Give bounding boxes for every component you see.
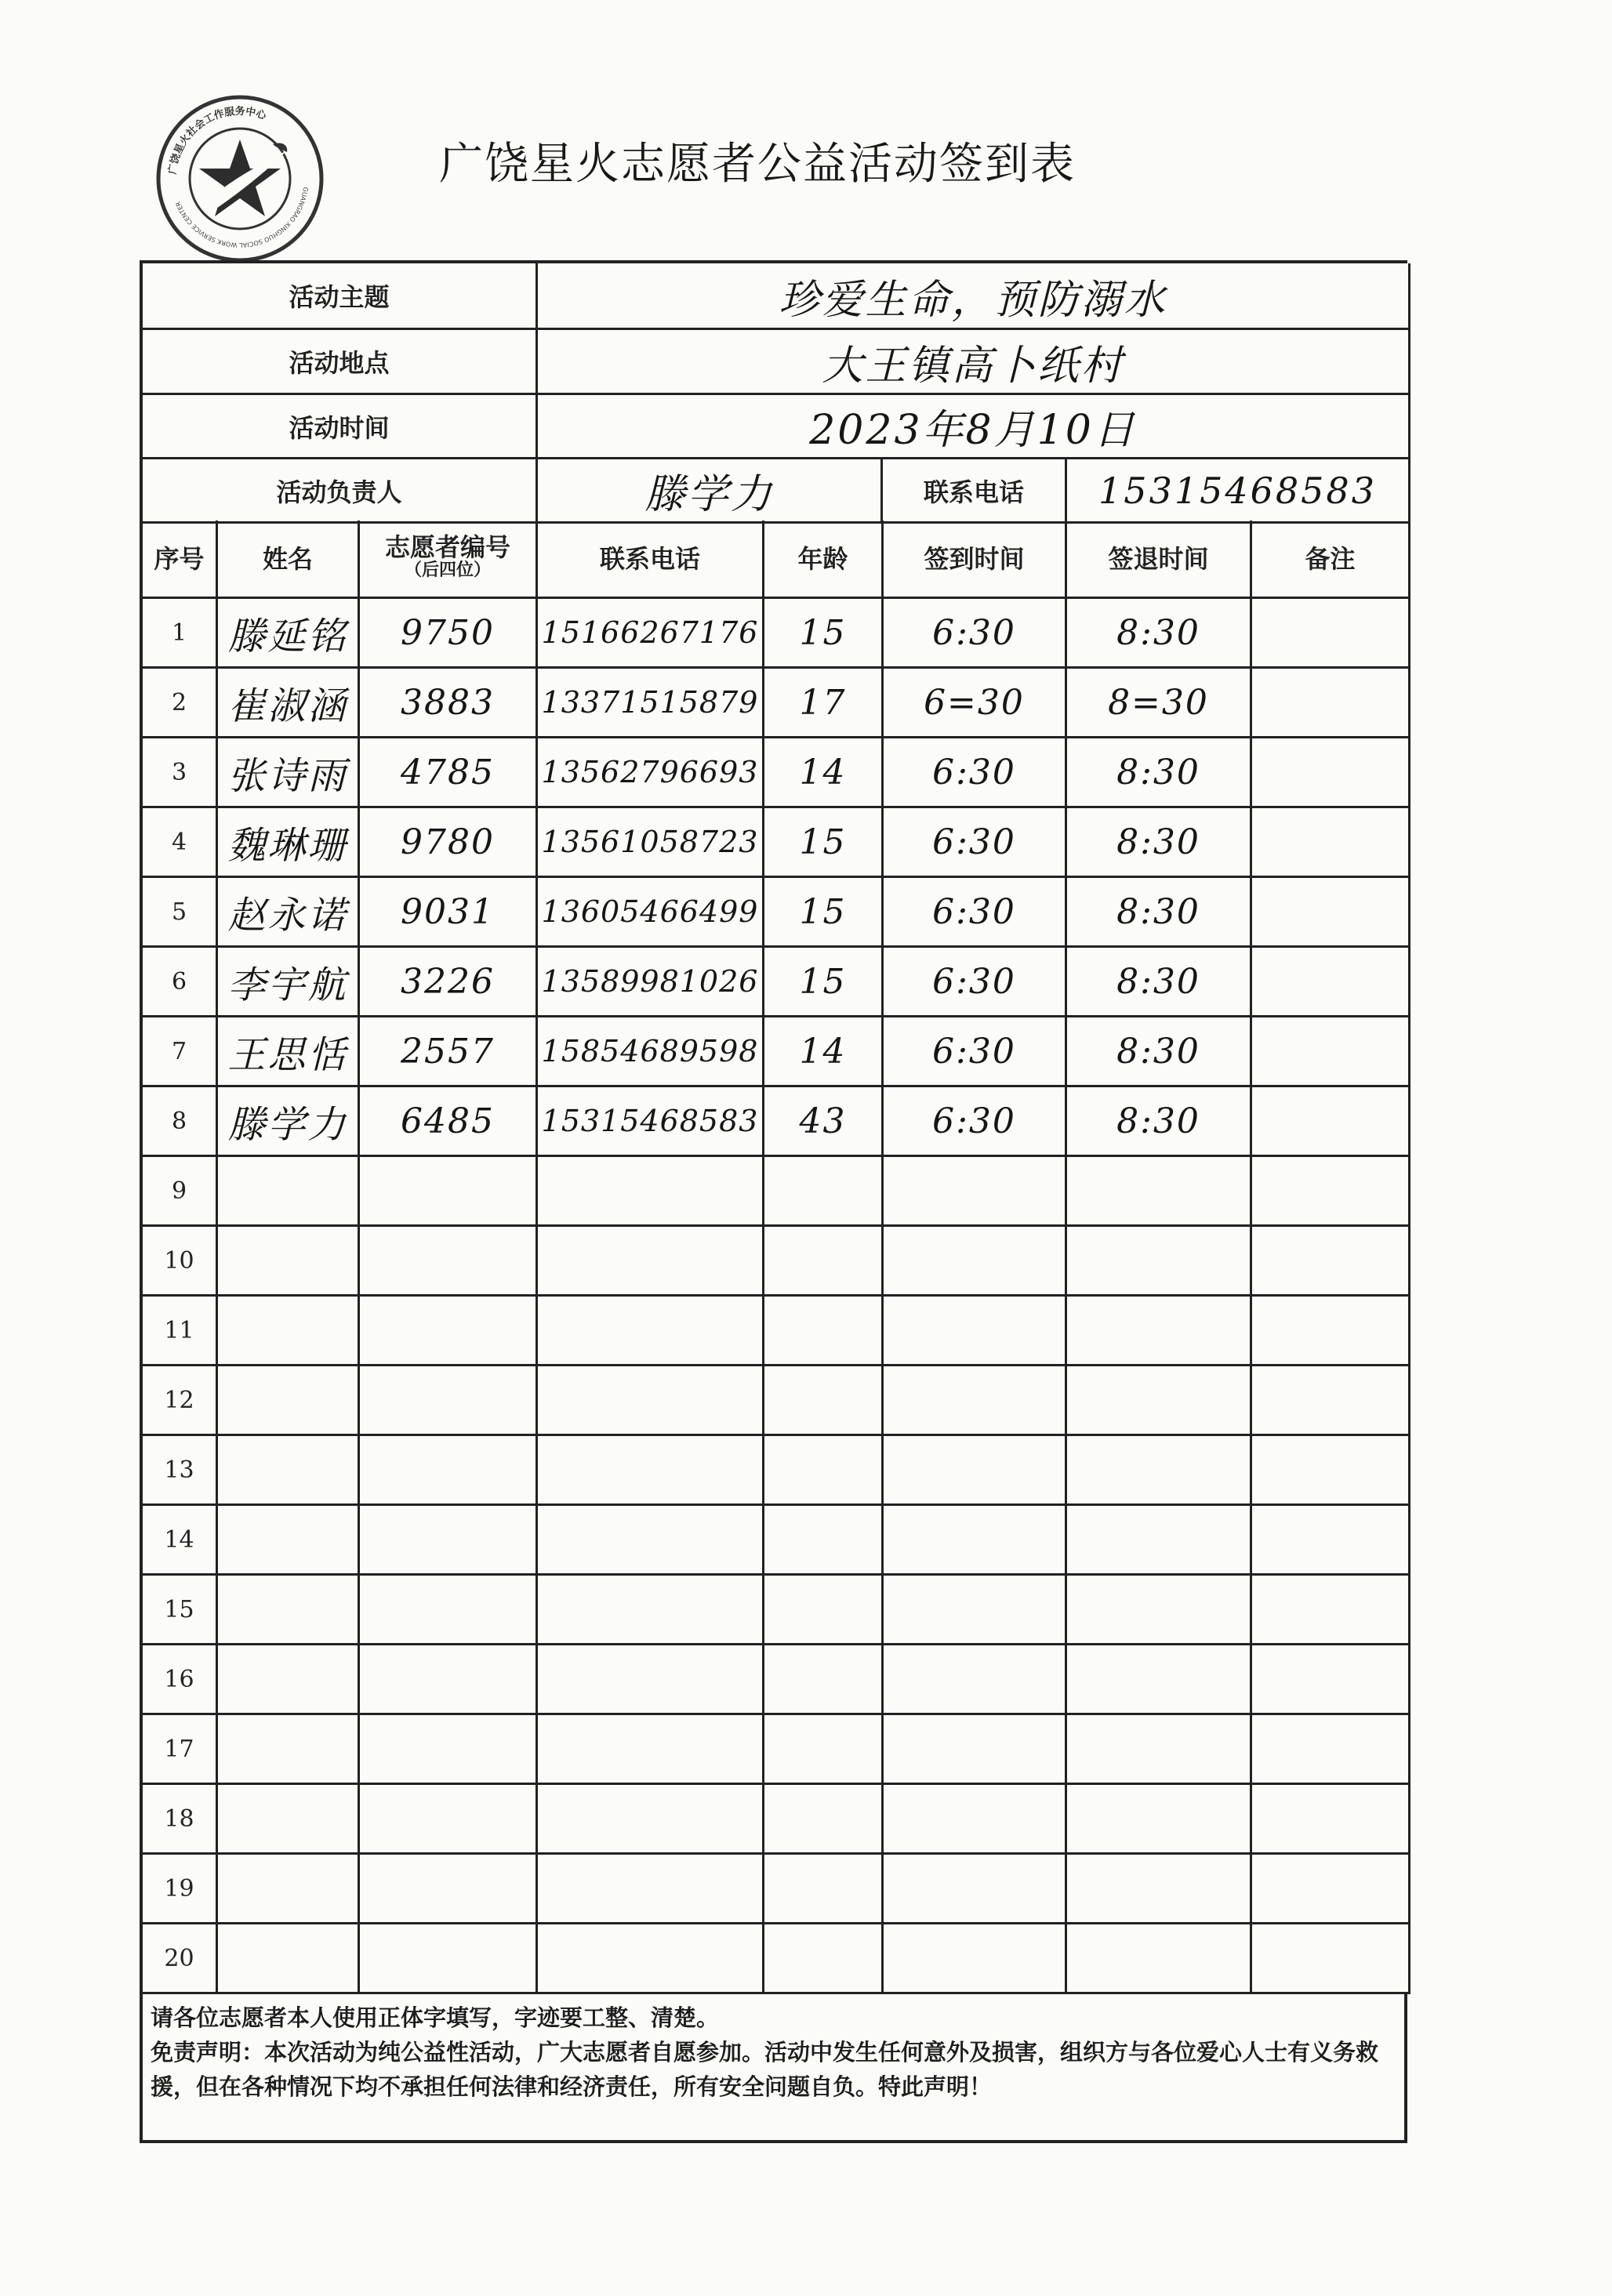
age-cell[interactable] bbox=[764, 1576, 884, 1645]
leader-phone-label: 联系电话 bbox=[883, 459, 1067, 524]
remark-cell[interactable] bbox=[1252, 1576, 1410, 1645]
row-index: 19 bbox=[143, 1855, 218, 1924]
phone-cell[interactable] bbox=[538, 1645, 764, 1715]
volunteer-no-cell[interactable] bbox=[360, 1436, 538, 1506]
volunteer-no-cell[interactable]: 3883 bbox=[360, 669, 538, 738]
col-header-checkout: 签退时间 bbox=[1067, 520, 1252, 599]
checkout-cell[interactable] bbox=[1067, 1157, 1252, 1227]
remark-cell[interactable] bbox=[1252, 1157, 1410, 1227]
col-header-remark: 备注 bbox=[1252, 520, 1410, 599]
checkin-cell[interactable]: 6=30 bbox=[884, 669, 1067, 738]
remark-cell[interactable] bbox=[1252, 1715, 1410, 1785]
age-cell[interactable]: 14 bbox=[764, 738, 884, 808]
row-index: 6 bbox=[143, 948, 218, 1017]
checkout-cell[interactable] bbox=[1067, 1645, 1252, 1715]
name-cell[interactable] bbox=[218, 1366, 360, 1436]
age-cell[interactable] bbox=[764, 1157, 884, 1227]
age-cell[interactable] bbox=[764, 1227, 884, 1297]
row-index: 5 bbox=[143, 878, 218, 948]
phone-cell[interactable] bbox=[538, 1436, 764, 1506]
remark-cell[interactable] bbox=[1252, 1087, 1410, 1157]
phone-cell[interactable]: 13561058723 bbox=[538, 808, 764, 878]
checkout-cell[interactable]: 8:30 bbox=[1067, 738, 1252, 808]
phone-cell[interactable] bbox=[538, 1157, 764, 1227]
row-index: 15 bbox=[143, 1576, 218, 1645]
volunteer-no-cell[interactable] bbox=[360, 1715, 538, 1785]
name-cell[interactable]: 王思恬 bbox=[218, 1017, 360, 1087]
row-index: 10 bbox=[143, 1227, 218, 1297]
checkin-cell[interactable]: 6:30 bbox=[884, 878, 1067, 948]
col-header-checkin: 签到时间 bbox=[884, 520, 1067, 599]
organization-logo bbox=[155, 94, 325, 263]
remark-cell[interactable] bbox=[1252, 1436, 1410, 1506]
checkin-cell[interactable] bbox=[884, 1506, 1067, 1576]
fill-instruction: 请各位志愿者本人使用正体字填写，字迹要工整、清楚。 bbox=[151, 2004, 720, 2031]
age-cell[interactable] bbox=[764, 1924, 884, 1994]
age-cell[interactable]: 14 bbox=[764, 1017, 884, 1087]
age-cell[interactable] bbox=[764, 1506, 884, 1576]
remark-cell[interactable] bbox=[1252, 669, 1410, 738]
age-cell[interactable] bbox=[764, 1366, 884, 1436]
remark-cell[interactable] bbox=[1252, 878, 1410, 948]
name-cell[interactable] bbox=[218, 1715, 360, 1785]
volunteer-no-cell[interactable]: 9780 bbox=[360, 808, 538, 878]
age-cell[interactable]: 15 bbox=[764, 599, 884, 669]
name-cell[interactable]: 滕延铭 bbox=[218, 599, 360, 669]
remark-cell[interactable] bbox=[1252, 808, 1410, 878]
remark-cell[interactable] bbox=[1252, 1366, 1410, 1436]
logo-ring-text: 广饶星火社会工作服务中心 bbox=[167, 105, 268, 176]
row-index: 20 bbox=[143, 1924, 218, 1994]
checkin-cell[interactable]: 6:30 bbox=[884, 808, 1067, 878]
phone-cell[interactable] bbox=[538, 1297, 764, 1366]
volunteer-no-cell[interactable]: 4785 bbox=[360, 738, 538, 808]
place-label: 活动地点 bbox=[143, 330, 538, 395]
checkout-cell[interactable] bbox=[1067, 1506, 1252, 1576]
age-cell[interactable] bbox=[764, 1785, 884, 1855]
checkin-cell[interactable] bbox=[884, 1715, 1067, 1785]
checkin-cell[interactable]: 6:30 bbox=[884, 948, 1067, 1017]
remark-cell[interactable] bbox=[1252, 1855, 1410, 1924]
volunteer-no-cell[interactable]: 9750 bbox=[360, 599, 538, 669]
checkin-cell[interactable] bbox=[884, 1924, 1067, 1994]
remark-cell[interactable] bbox=[1252, 1227, 1410, 1297]
checkin-cell[interactable] bbox=[884, 1855, 1067, 1924]
checkout-cell[interactable] bbox=[1067, 1715, 1252, 1785]
row-index: 9 bbox=[143, 1157, 218, 1227]
phone-cell[interactable] bbox=[538, 1785, 764, 1855]
name-cell[interactable] bbox=[218, 1924, 360, 1994]
leader-phone-value[interactable]: 15315468583 bbox=[1067, 459, 1410, 524]
row-index: 3 bbox=[143, 738, 218, 808]
name-cell[interactable] bbox=[218, 1436, 360, 1506]
checkout-cell[interactable] bbox=[1067, 1297, 1252, 1366]
name-cell[interactable]: 赵永诺 bbox=[218, 878, 360, 948]
checkout-cell[interactable] bbox=[1067, 1924, 1252, 1994]
name-cell[interactable] bbox=[218, 1157, 360, 1227]
row-index: 2 bbox=[143, 669, 218, 738]
checkin-cell[interactable]: 6:30 bbox=[884, 599, 1067, 669]
row-index: 1 bbox=[143, 599, 218, 669]
checkin-cell[interactable] bbox=[884, 1576, 1067, 1645]
checkout-cell[interactable] bbox=[1067, 1576, 1252, 1645]
checkin-cell[interactable] bbox=[884, 1157, 1067, 1227]
name-cell[interactable]: 张诗雨 bbox=[218, 738, 360, 808]
age-cell[interactable]: 15 bbox=[764, 878, 884, 948]
name-cell[interactable]: 李宇航 bbox=[218, 948, 360, 1017]
age-cell[interactable] bbox=[764, 1436, 884, 1506]
volunteer-no-cell[interactable] bbox=[360, 1924, 538, 1994]
volunteer-no-cell[interactable] bbox=[360, 1576, 538, 1645]
leader-value[interactable]: 滕学力 bbox=[538, 459, 883, 524]
checkout-cell[interactable]: 8:30 bbox=[1067, 878, 1252, 948]
disclaimer: 免责声明：本次活动为纯公益性活动，广大志愿者自愿参加。活动中发生任何意外及损害，组织方与各位爱心人士有义务救援，但在各种情况下均不承担任何法律和经济责任，所有安全问题自负。特此声明！ bbox=[151, 2039, 1379, 2100]
checkout-cell[interactable]: 8:30 bbox=[1067, 599, 1252, 669]
name-cell[interactable]: 崔淑涵 bbox=[218, 669, 360, 738]
page-title: 广饶星火志愿者公益活动签到表 bbox=[439, 139, 1076, 190]
remark-cell[interactable] bbox=[1252, 738, 1410, 808]
star-swoosh-logo-icon bbox=[155, 94, 325, 263]
checkout-cell[interactable] bbox=[1067, 1227, 1252, 1297]
phone-cell[interactable] bbox=[538, 1924, 764, 1994]
place-value[interactable]: 大王镇高卜纸村 bbox=[538, 330, 1410, 395]
age-cell[interactable] bbox=[764, 1855, 884, 1924]
checkin-cell[interactable]: 6:30 bbox=[884, 1087, 1067, 1157]
remark-cell[interactable] bbox=[1252, 1297, 1410, 1366]
volunteer-no-cell[interactable] bbox=[360, 1227, 538, 1297]
remark-cell[interactable] bbox=[1252, 1017, 1410, 1087]
volunteer-no-cell[interactable] bbox=[360, 1785, 538, 1855]
row-index: 18 bbox=[143, 1785, 218, 1855]
signin-table bbox=[140, 520, 1407, 1994]
checkout-cell[interactable] bbox=[1067, 1436, 1252, 1506]
age-cell[interactable]: 15 bbox=[764, 808, 884, 878]
phone-cell[interactable]: 13589981026 bbox=[538, 948, 764, 1017]
age-cell[interactable] bbox=[764, 1715, 884, 1785]
volunteer-no-label: 志愿者编号 bbox=[384, 531, 510, 562]
phone-cell[interactable] bbox=[538, 1855, 764, 1924]
checkin-cell[interactable] bbox=[884, 1366, 1067, 1436]
theme-value[interactable]: 珍爱生命，预防溺水 bbox=[538, 263, 1410, 330]
row-index: 16 bbox=[143, 1645, 218, 1715]
checkout-cell[interactable] bbox=[1067, 1785, 1252, 1855]
checkout-cell[interactable]: 8:30 bbox=[1067, 1017, 1252, 1087]
age-cell[interactable] bbox=[764, 1297, 884, 1366]
col-header-phone: 联系电话 bbox=[538, 520, 764, 599]
phone-cell[interactable]: 15854689598 bbox=[538, 1017, 764, 1087]
row-index: 8 bbox=[143, 1087, 218, 1157]
age-cell[interactable]: 15 bbox=[764, 948, 884, 1017]
volunteer-no-cell[interactable]: 3226 bbox=[360, 948, 538, 1017]
remark-cell[interactable] bbox=[1252, 948, 1410, 1017]
logo-ring-subtext: GUANGRAO XINGHUO SOCIAL WORK SERVICE CENTER bbox=[174, 186, 310, 249]
phone-cell[interactable] bbox=[538, 1715, 764, 1785]
checkin-cell[interactable] bbox=[884, 1436, 1067, 1506]
name-cell[interactable] bbox=[218, 1576, 360, 1645]
name-cell[interactable] bbox=[218, 1227, 360, 1297]
checkout-cell[interactable] bbox=[1067, 1366, 1252, 1436]
checkin-cell[interactable] bbox=[884, 1785, 1067, 1855]
checkout-cell[interactable]: 8:30 bbox=[1067, 948, 1252, 1017]
checkin-cell[interactable] bbox=[884, 1227, 1067, 1297]
remark-cell[interactable] bbox=[1252, 599, 1410, 669]
volunteer-no-cell[interactable] bbox=[360, 1297, 538, 1366]
col-header-index: 序号 bbox=[143, 520, 218, 599]
activity-info-table bbox=[140, 260, 1407, 520]
name-cell[interactable] bbox=[218, 1785, 360, 1855]
phone-cell[interactable] bbox=[538, 1506, 764, 1576]
volunteer-no-cell[interactable] bbox=[360, 1855, 538, 1924]
remark-cell[interactable] bbox=[1252, 1924, 1410, 1994]
leader-label: 活动负责人 bbox=[143, 459, 538, 524]
col-header-name: 姓名 bbox=[218, 520, 360, 599]
volunteer-no-note: （后四位） bbox=[404, 560, 491, 580]
checkin-cell[interactable] bbox=[884, 1645, 1067, 1715]
phone-cell[interactable]: 15166267176 bbox=[538, 599, 764, 669]
remark-cell[interactable] bbox=[1252, 1785, 1410, 1855]
phone-cell[interactable] bbox=[538, 1366, 764, 1436]
row-index: 7 bbox=[143, 1017, 218, 1087]
volunteer-no-cell[interactable]: 2557 bbox=[360, 1017, 538, 1087]
row-index: 11 bbox=[143, 1297, 218, 1366]
footer-notes bbox=[140, 1994, 1407, 2143]
age-cell[interactable]: 43 bbox=[764, 1087, 884, 1157]
theme-label: 活动主题 bbox=[143, 263, 538, 330]
col-header-volunteer-no bbox=[360, 520, 538, 599]
phone-cell[interactable]: 13562796693 bbox=[538, 738, 764, 808]
time-label: 活动时间 bbox=[143, 395, 538, 459]
row-index: 17 bbox=[143, 1715, 218, 1785]
row-index: 14 bbox=[143, 1506, 218, 1576]
volunteer-no-cell[interactable] bbox=[360, 1645, 538, 1715]
row-index: 4 bbox=[143, 808, 218, 878]
phone-cell[interactable]: 13605466499 bbox=[538, 878, 764, 948]
checkin-cell[interactable]: 6:30 bbox=[884, 738, 1067, 808]
checkin-cell[interactable]: 6:30 bbox=[884, 1017, 1067, 1087]
row-index: 12 bbox=[143, 1366, 218, 1436]
volunteer-no-cell[interactable] bbox=[360, 1157, 538, 1227]
name-cell[interactable] bbox=[218, 1645, 360, 1715]
name-cell[interactable]: 魏琳珊 bbox=[218, 808, 360, 878]
remark-cell[interactable] bbox=[1252, 1506, 1410, 1576]
volunteer-no-cell[interactable] bbox=[360, 1366, 538, 1436]
phone-cell[interactable] bbox=[538, 1576, 764, 1645]
name-cell[interactable] bbox=[218, 1855, 360, 1924]
volunteer-no-cell[interactable] bbox=[360, 1506, 538, 1576]
checkout-cell[interactable]: 8:30 bbox=[1067, 808, 1252, 878]
checkout-cell[interactable] bbox=[1067, 1855, 1252, 1924]
name-cell[interactable] bbox=[218, 1506, 360, 1576]
col-header-age: 年龄 bbox=[764, 520, 884, 599]
name-cell[interactable]: 滕学力 bbox=[218, 1087, 360, 1157]
phone-cell[interactable]: 13371515879 bbox=[538, 669, 764, 738]
remark-cell[interactable] bbox=[1252, 1645, 1410, 1715]
checkin-cell[interactable] bbox=[884, 1297, 1067, 1366]
volunteer-no-cell[interactable]: 6485 bbox=[360, 1087, 538, 1157]
name-cell[interactable] bbox=[218, 1297, 360, 1366]
volunteer-no-cell[interactable]: 9031 bbox=[360, 878, 538, 948]
checkout-cell[interactable]: 8=30 bbox=[1067, 669, 1252, 738]
time-value[interactable]: 2023年8月10日 bbox=[538, 395, 1410, 459]
row-index: 13 bbox=[143, 1436, 218, 1506]
age-cell[interactable] bbox=[764, 1645, 884, 1715]
checkout-cell[interactable]: 8:30 bbox=[1067, 1087, 1252, 1157]
age-cell[interactable]: 17 bbox=[764, 669, 884, 738]
phone-cell[interactable]: 15315468583 bbox=[538, 1087, 764, 1157]
phone-cell[interactable] bbox=[538, 1227, 764, 1297]
